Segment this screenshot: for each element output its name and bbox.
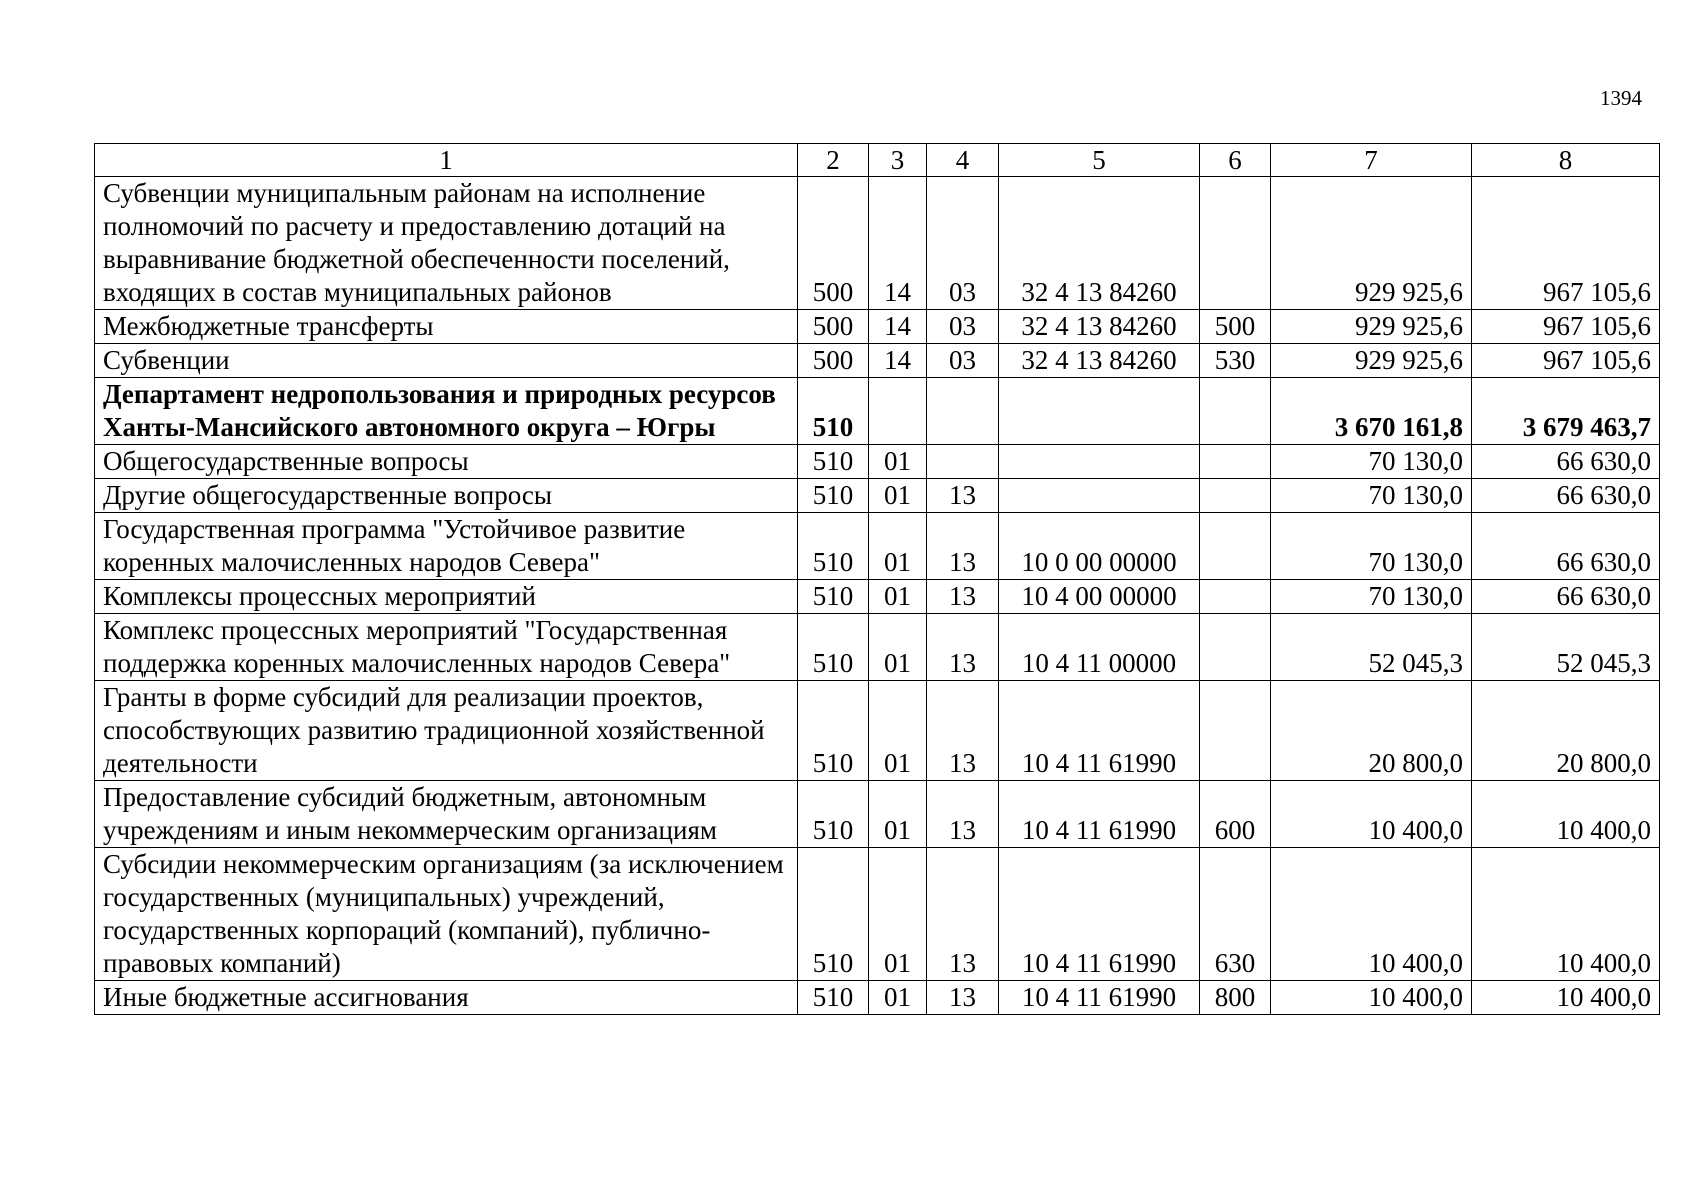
cell-ministry: 500: [798, 177, 869, 310]
cell-subsection: 13: [927, 981, 999, 1015]
row-name: Предоставление субсидий бюджетным, автономным учреждениям и иным некоммерческим организациям: [95, 781, 798, 848]
cell-target-article: 10 4 11 61990: [999, 981, 1200, 1015]
cell-expense-type: 500: [1200, 310, 1271, 344]
cell-amount-year-1: 929 925,6: [1271, 344, 1472, 378]
table-header-row: [95, 144, 1660, 177]
row-name: Комплекс процессных мероприятий "Государственная поддержка коренных малочисленных народов Севера": [95, 614, 798, 681]
table-row: [95, 681, 1660, 781]
cell-section: [869, 378, 927, 445]
cell-ministry: 500: [798, 310, 869, 344]
cell-target-article: [999, 479, 1200, 513]
cell-amount-year-2: 10 400,0: [1472, 848, 1660, 981]
cell-section: 14: [869, 344, 927, 378]
table-row: [95, 310, 1660, 344]
cell-amount-year-2: 66 630,0: [1472, 580, 1660, 614]
cell-expense-type: [1200, 378, 1271, 445]
cell-target-article: [999, 378, 1200, 445]
cell-ministry: 510: [798, 513, 869, 580]
cell-subsection: 13: [927, 781, 999, 848]
cell-target-article: 10 4 11 61990: [999, 681, 1200, 781]
cell-amount-year-2: 10 400,0: [1472, 781, 1660, 848]
cell-amount-year-1: 20 800,0: [1271, 681, 1472, 781]
table-row: [95, 177, 1660, 310]
cell-amount-year-2: 66 630,0: [1472, 513, 1660, 580]
column-header: 2: [798, 144, 869, 177]
cell-target-article: 10 4 00 00000: [999, 580, 1200, 614]
cell-expense-type: 530: [1200, 344, 1271, 378]
cell-target-article: 32 4 13 84260: [999, 310, 1200, 344]
cell-subsection: 13: [927, 681, 999, 781]
cell-amount-year-2: 66 630,0: [1472, 479, 1660, 513]
cell-section: 01: [869, 479, 927, 513]
column-header: 8: [1472, 144, 1660, 177]
row-name: Комплексы процессных мероприятий: [95, 580, 798, 614]
cell-amount-year-1: 70 130,0: [1271, 513, 1472, 580]
cell-expense-type: 630: [1200, 848, 1271, 981]
cell-expense-type: 800: [1200, 981, 1271, 1015]
cell-ministry: 510: [798, 781, 869, 848]
cell-subsection: 03: [927, 344, 999, 378]
table-row: [95, 378, 1660, 445]
cell-subsection: [927, 445, 999, 479]
cell-target-article: 10 0 00 00000: [999, 513, 1200, 580]
cell-expense-type: 600: [1200, 781, 1271, 848]
column-header: 6: [1200, 144, 1271, 177]
budget-table: [94, 143, 1660, 1015]
cell-expense-type: [1200, 445, 1271, 479]
cell-target-article: 10 4 11 61990: [999, 848, 1200, 981]
cell-amount-year-1: 70 130,0: [1271, 479, 1472, 513]
cell-target-article: 10 4 11 61990: [999, 781, 1200, 848]
cell-section: 01: [869, 848, 927, 981]
cell-target-article: 32 4 13 84260: [999, 177, 1200, 310]
cell-section: 01: [869, 981, 927, 1015]
cell-ministry: 510: [798, 981, 869, 1015]
table-row: [95, 513, 1660, 580]
column-header: 5: [999, 144, 1200, 177]
cell-amount-year-2: 3 679 463,7: [1472, 378, 1660, 445]
cell-amount-year-1: 10 400,0: [1271, 981, 1472, 1015]
cell-section: 01: [869, 445, 927, 479]
cell-amount-year-1: 929 925,6: [1271, 310, 1472, 344]
row-name: Субсидии некоммерческим организациям (за исключением государственных (муниципальных) учреждений, государственных корпораций (компаний), публично-правовых компаний): [95, 848, 798, 981]
cell-subsection: 13: [927, 479, 999, 513]
cell-amount-year-1: 10 400,0: [1271, 781, 1472, 848]
table-row: [95, 479, 1660, 513]
row-name: Субвенции муниципальным районам на исполнение полномочий по расчету и предоставлению дотаций на выравнивание бюджетной обеспеченности поселений, входящих в состав муниципальных районов: [95, 177, 798, 310]
table-row: [95, 614, 1660, 681]
cell-amount-year-2: 52 045,3: [1472, 614, 1660, 681]
cell-ministry: 510: [798, 378, 869, 445]
cell-target-article: 10 4 11 00000: [999, 614, 1200, 681]
cell-subsection: 13: [927, 513, 999, 580]
row-name: Другие общегосударственные вопросы: [95, 479, 798, 513]
row-name: Межбюджетные трансферты: [95, 310, 798, 344]
table-row: [95, 781, 1660, 848]
cell-amount-year-1: 929 925,6: [1271, 177, 1472, 310]
cell-section: 01: [869, 681, 927, 781]
cell-target-article: 32 4 13 84260: [999, 344, 1200, 378]
cell-amount-year-2: 20 800,0: [1472, 681, 1660, 781]
cell-ministry: 510: [798, 681, 869, 781]
cell-amount-year-1: 70 130,0: [1271, 445, 1472, 479]
column-header: 1: [95, 144, 798, 177]
cell-section: 01: [869, 513, 927, 580]
cell-target-article: [999, 445, 1200, 479]
cell-subsection: 03: [927, 310, 999, 344]
cell-section: 01: [869, 580, 927, 614]
column-header: 3: [869, 144, 927, 177]
cell-ministry: 510: [798, 848, 869, 981]
cell-subsection: 13: [927, 848, 999, 981]
cell-subsection: [927, 378, 999, 445]
cell-expense-type: [1200, 580, 1271, 614]
cell-amount-year-1: 52 045,3: [1271, 614, 1472, 681]
cell-amount-year-2: 10 400,0: [1472, 981, 1660, 1015]
cell-amount-year-2: 967 105,6: [1472, 310, 1660, 344]
cell-section: 14: [869, 177, 927, 310]
table-row: [95, 981, 1660, 1015]
cell-ministry: 510: [798, 580, 869, 614]
row-name: Департамент недропользования и природных ресурсов Ханты-Мансийского автономного округа – Югры: [95, 378, 798, 445]
cell-expense-type: [1200, 513, 1271, 580]
row-name: Государственная программа "Устойчивое развитие коренных малочисленных народов Севера": [95, 513, 798, 580]
row-name: Субвенции: [95, 344, 798, 378]
table-row: [95, 580, 1660, 614]
cell-ministry: 510: [798, 479, 869, 513]
cell-ministry: 510: [798, 445, 869, 479]
cell-amount-year-2: 967 105,6: [1472, 177, 1660, 310]
cell-amount-year-1: 70 130,0: [1271, 580, 1472, 614]
table-row: [95, 344, 1660, 378]
table-row: [95, 445, 1660, 479]
column-header: 4: [927, 144, 999, 177]
cell-expense-type: [1200, 681, 1271, 781]
row-name: Общегосударственные вопросы: [95, 445, 798, 479]
cell-amount-year-2: 967 105,6: [1472, 344, 1660, 378]
cell-amount-year-1: 3 670 161,8: [1271, 378, 1472, 445]
column-header: 7: [1271, 144, 1472, 177]
cell-amount-year-2: 66 630,0: [1472, 445, 1660, 479]
table-row: [95, 848, 1660, 981]
cell-ministry: 510: [798, 614, 869, 681]
cell-expense-type: [1200, 614, 1271, 681]
cell-subsection: 03: [927, 177, 999, 310]
cell-expense-type: [1200, 479, 1271, 513]
cell-expense-type: [1200, 177, 1271, 310]
cell-section: 01: [869, 614, 927, 681]
page-number: 1394: [1600, 86, 1642, 110]
cell-section: 14: [869, 310, 927, 344]
cell-amount-year-1: 10 400,0: [1271, 848, 1472, 981]
cell-subsection: 13: [927, 580, 999, 614]
row-name: Иные бюджетные ассигнования: [95, 981, 798, 1015]
cell-subsection: 13: [927, 614, 999, 681]
cell-ministry: 500: [798, 344, 869, 378]
cell-section: 01: [869, 781, 927, 848]
row-name: Гранты в форме субсидий для реализации проектов, способствующих развитию традиционной хозяйственной деятельности: [95, 681, 798, 781]
